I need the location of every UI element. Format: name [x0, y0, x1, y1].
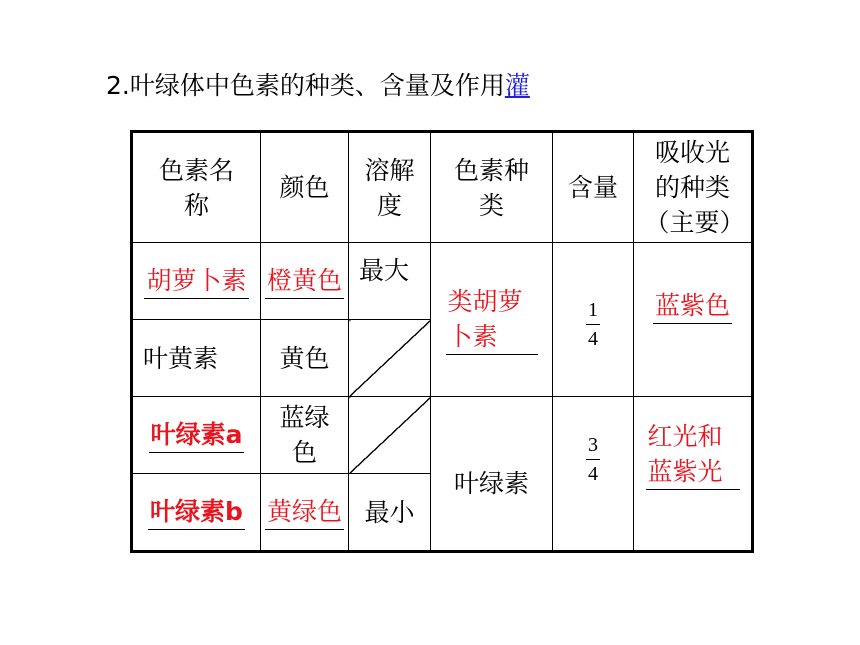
group-1-light: 蓝紫色 — [634, 243, 753, 397]
row-4-color: 黄绿色 — [261, 474, 349, 552]
title-link[interactable]: 灌 — [504, 71, 530, 100]
title-text: 2.叶绿体中色素的种类、含量及作用 — [106, 71, 505, 100]
row-1-solubility: 最大 — [349, 243, 431, 320]
group-1-content: $\frac{1}{4}$ — [553, 243, 634, 397]
row-2-solubility-blank — [349, 320, 431, 397]
row-1-name: 胡萝卜素 — [132, 243, 261, 320]
header-color: 颜色 — [261, 132, 349, 243]
row-2-color: 黄色 — [261, 320, 349, 397]
row-3-name: 叶绿素a — [132, 397, 261, 474]
row-4-solubility: 最小 — [349, 474, 431, 552]
header-row — [132, 132, 753, 243]
header-type: 色素种类 — [431, 132, 553, 243]
group-2-content: $\frac{3}{4}$ — [553, 397, 634, 552]
row-1-color: 橙黄色 — [261, 243, 349, 320]
row-3-color: 蓝绿色 — [261, 397, 349, 474]
group-2-type: 叶绿素 — [431, 397, 553, 552]
table-row — [132, 397, 753, 474]
page-title — [106, 68, 530, 104]
row-2-name: 叶黄素 — [132, 320, 261, 397]
row-4-name: 叶绿素b — [132, 474, 261, 552]
header-light: 吸收光的种类（主要） — [634, 132, 753, 243]
pigment-table — [130, 130, 754, 553]
group-1-type: 类胡萝卜素 — [431, 243, 553, 397]
row-3-solubility-blank — [349, 397, 431, 474]
group-2-light: 红光和蓝紫光 — [634, 397, 753, 552]
table-row — [132, 243, 753, 320]
header-solubility: 溶解度 — [349, 132, 431, 243]
header-name: 色素名称 — [132, 132, 261, 243]
header-content: 含量 — [553, 132, 634, 243]
